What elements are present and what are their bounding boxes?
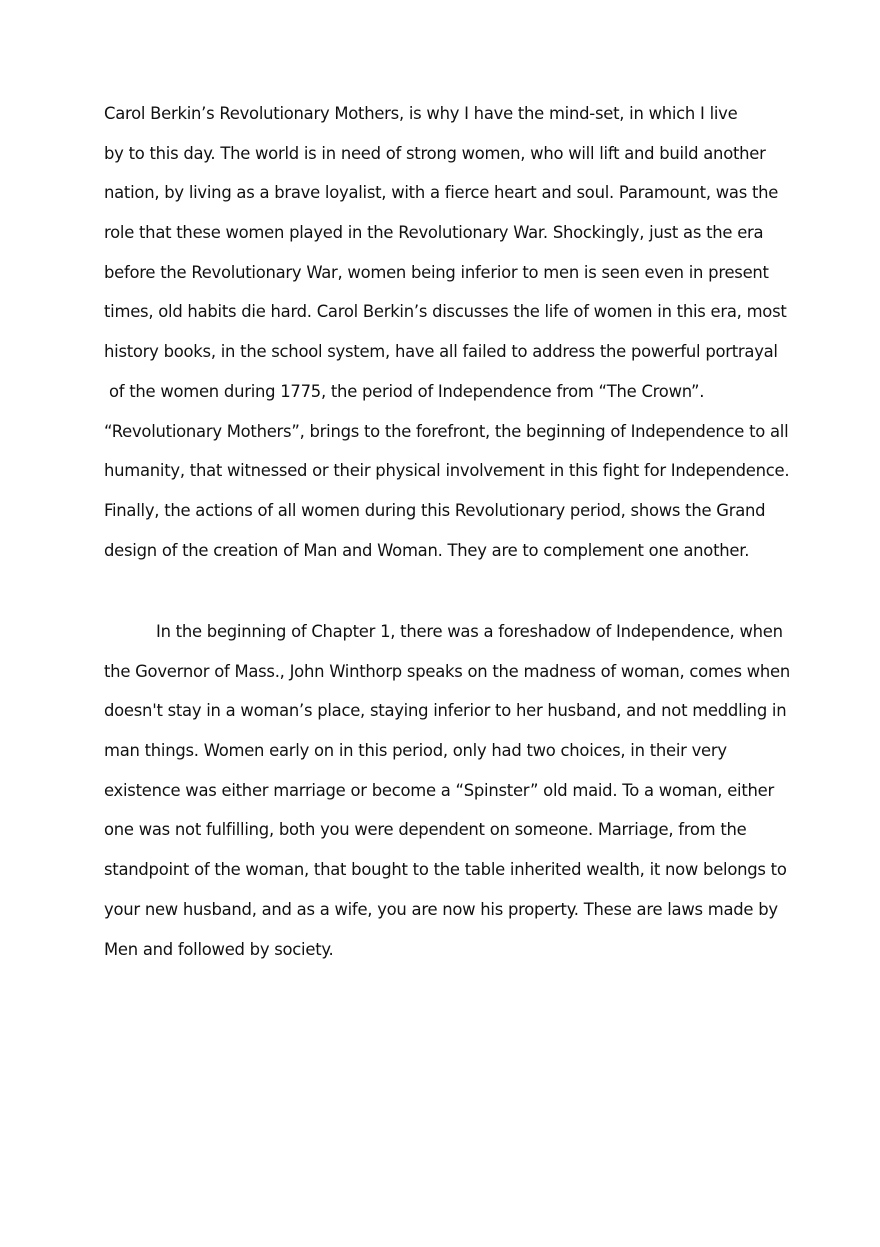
text-line: the Governor of Mass., John Winthorp speaks on the madness of woman, comes when xyxy=(104,661,791,681)
text-line: “Revolutionary Mothers”, brings to the forefront, the beginning of Independence to all xyxy=(104,421,789,441)
text-line: your new husband, and as a wife, you are now his property. These are laws made by xyxy=(104,899,778,919)
text-line: Finally, the actions of all women during this Revolutionary period, shows the Grand xyxy=(104,500,766,520)
paragraph-2 xyxy=(104,619,791,976)
text-line: man things. Women early on in this period, only had two choices, in their very xyxy=(104,741,727,761)
paragraph-1 xyxy=(104,101,790,577)
text-line: role that these women played in the Revolutionary War. Shockingly, just as the era xyxy=(104,223,764,243)
text-line: humanity, that witnessed or their physical involvement in this fight for Independence. xyxy=(104,461,790,481)
text-line: history books, in the school system, have all failed to address the powerful portrayal xyxy=(104,342,778,362)
text-line: by to this day. The world is in need of strong women, who will lift and build another xyxy=(104,143,766,163)
text-line: In the beginning of Chapter 1, there was a foreshadow of Independence, when xyxy=(156,622,783,641)
text-line: doesn't stay in a woman’s place, staying inferior to her husband, and not meddling in xyxy=(104,701,787,721)
text-line: Carol Berkin’s Revolutionary Mothers, is why I have the mind-set, in which I live xyxy=(104,104,738,123)
text-line: existence was either marriage or become a “Spinster” old maid. To a woman, either xyxy=(104,780,774,800)
text-line: before the Revolutionary War, women being inferior to men is seen even in present xyxy=(104,262,769,282)
text-line: nation, by living as a brave loyalist, with a fierce heart and soul. Paramount, was the xyxy=(104,183,779,203)
text-line: one was not fulfilling, both you were dependent on someone. Marriage, from the xyxy=(104,820,747,840)
text-line: design of the creation of Man and Woman. They are to complement one another. xyxy=(104,540,750,560)
text-line: standpoint of the woman, that bought to the table inherited wealth, it now belongs to xyxy=(104,860,787,880)
text-line: of the women during 1775, the period of Independence from “The Crown”. xyxy=(104,381,705,401)
text-line: times, old habits die hard. Carol Berkin’s discusses the life of women in this era, most xyxy=(104,302,787,322)
text-line: Men and followed by society. xyxy=(104,939,334,959)
